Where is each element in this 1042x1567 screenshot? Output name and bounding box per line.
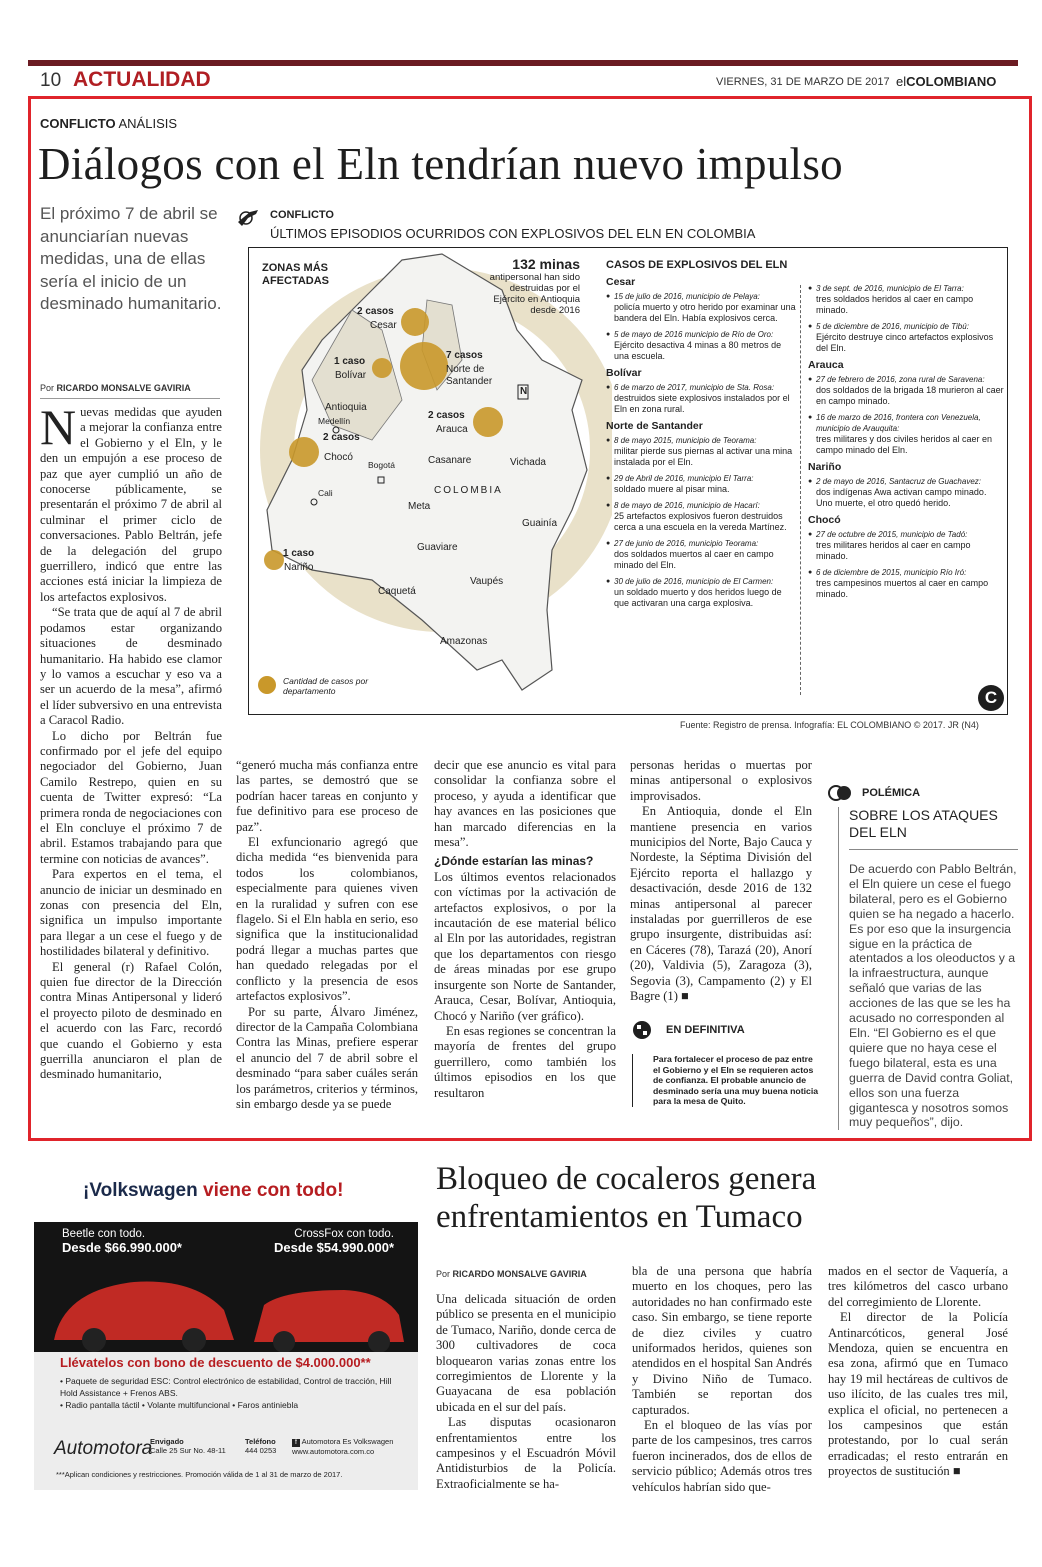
ad-bono: Llévatelos con bono de descuento de $4.000.000**	[60, 1355, 371, 1370]
case-date: ● 27 de octubre de 2015, municipio de Tadó:	[816, 530, 968, 539]
stat-number: 132 minas	[512, 256, 580, 272]
byline-prefix: Por	[40, 383, 55, 393]
ad-cars-image	[44, 1270, 414, 1354]
label-arauca-cases: 2 casos	[428, 410, 465, 421]
case-item	[606, 500, 796, 533]
label-cesar: Cesar	[370, 320, 397, 331]
legend-text: Cantidad de casos por departamento	[283, 676, 369, 696]
col1-paragraph-3: Lo dicho por Beltrán fue confirmado por el jefe del equipo negociador del Gobierno, Juan Camilo Restrepo, quien en su cuenta de Twitter expresó: “La primera ronda de negociaciones con el Eln concluye el próximo 7 de abril. Estamos trabajando para que termine con noticias de avances”.	[40, 728, 222, 866]
polemica-kicker: POLÉMICA	[862, 787, 921, 799]
masthead-bar	[28, 60, 1018, 66]
ad-phone-number: 444 0253	[245, 1446, 277, 1455]
zonas-afectadas: ZONAS MÁS AFECTADAS	[262, 262, 330, 287]
cases-right-list	[808, 283, 1004, 600]
label-guaviare: Guaviare	[417, 542, 458, 553]
article-deck: El próximo 7 de abril se anunciarían nuevas medidas, una de ellas sería el inicio de un desminado humanitario.	[40, 204, 222, 313]
a2-col1-p2: Las disputas ocasionaron enfrentamientos entre los campesinos y el Escuadrón Móvil Antidisturbios de la Policía. Extraoficialmente se ha-	[436, 1415, 616, 1491]
paper-name: COLOMBIANO	[906, 74, 997, 89]
case-date: ● 16 de marzo de 2016, frontera con Venezuela, municipio de Arauquita:	[816, 413, 981, 433]
colombiano-logo-icon: C	[978, 685, 1004, 711]
case-region-heading: Nariño	[808, 461, 842, 473]
col3-paragraph-2: Los últimos eventos relacionados con víctimas por la activación de artefactos explosivos, o por la incautación de ese material bélico al Eln por las autoridades, registran que los departamentos con riesgo de áreas minadas por ese grupo insurgente son Norte de Santander, Arauca, Cesar, Bolívar, Antioquia, Chocó y Nariño (ver gráfico).	[434, 869, 616, 1023]
ad-phone	[245, 1437, 276, 1455]
ad-car1-label	[62, 1228, 182, 1256]
article-column-1	[40, 399, 222, 1083]
col2-paragraph-1: “generó mucha más confianza entre las partes, se demostró que se podrían hacer tareas en conjunto y fue definitivo para ese proceso de paz”.	[236, 758, 418, 834]
case-region-heading: Arauca	[808, 359, 844, 371]
case-item	[606, 473, 796, 495]
case-date: ● 6 de diciembre de 2015, municipio Río Iró:	[816, 568, 967, 577]
label-caqueta: Caquetá	[378, 586, 416, 597]
byline2-name: RICARDO MONSALVE GAVIRIA	[452, 1269, 587, 1279]
case-region-heading: Cesar	[606, 276, 636, 288]
ad-title	[83, 1180, 343, 1202]
case-item	[606, 382, 796, 415]
case-text: dos indígenas Awa activan campo minado. Uno muerte, el otro quedó herido.	[816, 487, 987, 508]
a2-col3-p2: El director de la Policía Antinarcóticos, general José Mendoza, quien se encuentra en esa zona, afirmó que en Tumaco hay 19 mil hectáreas de cultivos de uso ilícito, de las cuales tres mil, explica el oficial, no pertenecen a los campesinos que están protestando, por lo cual serán erradicadas; el resto entrarán en proyectos de sustitución ■	[828, 1310, 1008, 1479]
beetle-car	[54, 1282, 234, 1340]
infographic-source: Fuente: Registro de prensa. Infografía: EL COLOMBIANO © 2017. JR (N4)	[680, 720, 979, 730]
stat-text: antipersonal han sido destruidas por el Ejército en Antioquia desde 2016	[489, 272, 580, 316]
cases-left-column	[606, 260, 796, 614]
case-item	[606, 538, 796, 571]
a2-col2-p2: En el bloqueo de las vías por parte de los campesinos, tres carros fueron incinerados, dos de ellos de servicio público; Además otros tres vehículos habrían sido que-	[632, 1418, 812, 1494]
col1-paragraph-2: “Se trata que de aquí al 7 de abril podamos estar organizando situaciones de desminado humanitario. Ha habido ese clamor y lo vamos a escuchar y eso va a ser un acuerdo de la mesa”, afirmó el líder subversivo en una entrevista a Caracol Radio.	[40, 605, 222, 728]
bubble-choco	[289, 437, 319, 467]
case-text: un soldado muerto y dos heridos luego de que activaran una carga explosiva.	[614, 587, 782, 608]
dateline: VIERNES, 31 DE MARZO DE 2017	[716, 76, 890, 88]
case-item	[808, 529, 1004, 562]
kicker-rest: ANÁLISIS	[118, 116, 178, 131]
case-item	[808, 283, 1004, 316]
label-narino-cases: 1 caso	[283, 548, 315, 559]
cases-heading: CASOS DE EXPLOSIVOS DEL ELN	[606, 259, 788, 271]
case-date: ● 8 de mayo de 2016, municipio de Hacarí:	[614, 501, 760, 510]
case-date: ● 29 de Abril de 2016, municipio El Tarra:	[614, 474, 754, 483]
polemica-body	[838, 807, 1018, 1130]
label-arauca: Arauca	[436, 424, 468, 435]
stat-block	[484, 256, 580, 316]
label-bolivar: Bolívar	[335, 370, 367, 381]
colombia-map	[252, 250, 612, 712]
kicker-bold: CONFLICTO	[40, 116, 116, 131]
ad-title-a: ¡Volkswagen	[83, 1180, 204, 1201]
case-text: tres militares y dos civiles heridos al caer en campo minado del Eln.	[816, 434, 993, 455]
case-date: ● 2 de mayo de 2016, Santacruz de Guachavez:	[816, 477, 981, 486]
ad-fb: Automotora Es Volkswagen	[301, 1437, 394, 1446]
case-text: dos soldados de la brigada 18 murieron al caer en campo minado.	[816, 385, 1004, 406]
col1-paragraph-4: Para expertos en el tema, el anuncio de iniciar un desminado en zonas con presencia del Eln, significa un impulso importante para llegar a un cese el fuego y de hostilidades bilateral y definitivo.	[40, 867, 222, 959]
case-text: dos soldados muertos al caer en campo minado del Eln.	[614, 549, 774, 570]
col2-paragraph-2: El exfuncionario agregó que dicha medida “es bienvenida para todos los colombianos, especialmente para quienes viven en la ruralidad y sufren con ese flagelo. Si el Eln habla en serio, eso significa que la institucionalidad podrá llegar a muchas partes que han quedado relegadas por el conflicto y la presencia de esos artefactos explosivos”.	[236, 835, 418, 1004]
case-item	[606, 291, 796, 324]
label-norte: Norte de Santander	[446, 364, 493, 387]
ad-web[interactable]: www.automotora.com.co	[292, 1447, 375, 1456]
article2-column-3	[828, 1264, 1008, 1480]
case-text: Ejército desactiva 4 minas a 80 metros de una escuela.	[614, 340, 782, 361]
case-item	[808, 567, 1004, 600]
a2-col3-p1: mados en el sector de Vaquería, a tres kilómetros del casco urbano del corregimiento de Llorente.	[828, 1264, 1008, 1309]
label-cali: Cali	[318, 488, 333, 498]
col1-p1-text: uevas medidas que ayuden a mejorar la confianza entre el Gobierno y el Eln, y le den un empujón a ese proceso de paz que ayer cumplió un año de conocerse públicamente, se presentarán el próximo 7 de abril al culminar el primer ciclo de conversaciones. Pablo Beltrán, jefe de la delegación del grupo guerrillero, indicó que entre las acciones está iniciar la limpieza de los artefactos explosivos.	[40, 405, 222, 604]
checker-icon	[632, 1020, 652, 1040]
case-date: ● 6 de marzo de 2017, municipio de Sta. Rosa:	[614, 383, 775, 392]
case-text: tres militares heridos al caer en campo minado.	[816, 540, 971, 561]
bubble-bolivar	[372, 358, 392, 378]
legend-swatch	[258, 676, 276, 694]
case-text: policía muerto y otro herido por examinar una bandera del Eln. Había explosivos cerca.	[614, 302, 796, 323]
article2-byline	[436, 1269, 587, 1279]
infographic-kicker: CONFLICTO	[270, 209, 334, 221]
case-text: militar pierde sus piernas al activar una mina instalada por el Eln.	[614, 446, 793, 467]
label-cesar-cases: 2 casos	[357, 306, 394, 317]
label-north: N	[520, 386, 528, 397]
case-date: ● 30 de julio de 2016, municipio de El Carmen:	[614, 577, 774, 586]
article-column-4	[630, 758, 812, 1005]
article-headline: Diálogos con el Eln tendrían nuevo impulso	[38, 139, 843, 189]
cases-right-column	[808, 283, 1004, 605]
section-name: ACTUALIDAD	[73, 68, 211, 91]
article-byline	[40, 383, 191, 393]
ad-brand: Automotora	[54, 1438, 153, 1459]
label-bolivar-cases: 1 caso	[334, 356, 366, 367]
case-item	[606, 329, 796, 362]
case-text: tres soldados heridos al caer en campo minado.	[816, 294, 974, 315]
ad-title-b: viene con todo!	[203, 1180, 344, 1201]
facebook-icon: f	[292, 1439, 300, 1447]
case-text: tres campesinos muertos al caer en campo minado.	[816, 578, 989, 599]
car1-line2: Desde $66.990.000*	[62, 1240, 182, 1255]
paper-prefix: el	[896, 74, 907, 89]
page-number: 10	[40, 70, 62, 91]
car2-line2: Desde $54.990.000*	[274, 1240, 394, 1255]
byline-name: RICARDO MONSALVE GAVIRIA	[56, 383, 191, 393]
article-kicker	[40, 116, 177, 131]
case-item	[808, 321, 1004, 354]
byline2-prefix: Por	[436, 1269, 451, 1279]
case-date: ● 15 de julio de 2016, municipio de Pelaya:	[614, 292, 760, 301]
case-item	[606, 435, 796, 468]
label-guainia: Guainía	[522, 518, 558, 529]
bubble-arauca	[473, 407, 503, 437]
ad-social	[292, 1437, 393, 1456]
en-definitiva-kicker: EN DEFINITIVA	[666, 1024, 745, 1036]
label-medellin: Medellín	[318, 416, 351, 426]
case-text: soldado muere al pisar mina.	[614, 484, 730, 494]
bubble-narino	[264, 550, 284, 570]
case-text: 25 artefactos explosivos fueron destruidos cerca a una escuela en la vereda Martínez.	[614, 511, 787, 532]
case-date: ● 5 de diciembre de 2016, municipio de Tibú:	[816, 322, 969, 331]
col2-paragraph-3: Por su parte, Álvaro Jiménez, director de la Campaña Colombiana Contra las Minas, prefiere esperar el anuncio del 7 de abril sobre el desminado “para saber cuáles serán los parámetros, criterios y términos, sin embargo desde ya se puede	[236, 1004, 418, 1111]
case-date: ● 27 de junio de 2016, municipio Teorama:	[614, 539, 759, 548]
label-norte-cases: 7 casos	[446, 350, 483, 361]
col4-paragraph-2: En Antioquia, donde el Eln mantiene presencia en varios municipios del Norte, Bajo Cauca y Nordeste, la Séptima División del Ejército reporta el hallazgo y desactivación, desde 2016 de 132 minas antipersonal al parecer instaladas por guerrilleros de ese grupo insurgente, distribuidas así: en Cáceres (78), Tarazá (20), Anorí (20), Valdivia (5), Zaragoza (3), Segovia (3), Campamento (2) y El Bagre (1) ■	[630, 804, 812, 1004]
case-region-heading: Norte de Santander	[606, 420, 703, 432]
article-column-3	[434, 758, 616, 1101]
label-narino: Nariño	[284, 562, 314, 573]
ad-features	[60, 1375, 410, 1411]
ad-envigado: Envigado	[150, 1437, 184, 1446]
ad-telefono: Teléfono	[245, 1437, 276, 1446]
case-date: ● 5 de mayo de 2016 municipio de Río de Oro:	[614, 330, 774, 339]
col3-paragraph-3: En esas regiones se concentran la mayoría de frentes del grupo guerrillero, como también los últimos episodios en los que resultaron	[434, 1023, 616, 1100]
infographic-title: ÚLTIMOS EPISODIOS OCURRIDOS CON EXPLOSIVOS DEL ELN EN COLOMBIA	[270, 226, 756, 241]
polemica-header	[828, 785, 1018, 801]
label-antioquia: Antioquia	[325, 402, 367, 413]
article2-column-2	[632, 1264, 812, 1495]
bubble-norte	[400, 342, 448, 390]
case-region-heading: Chocó	[808, 514, 841, 526]
cases-left-list	[606, 277, 796, 609]
a2-col2-p1: bla de una persona que habría muerto en los choques, pero las autoridades no han confirmado este caso. Sin embargo, se tiene reporte de diez civiles y cuatro uniformados heridos, quienes son atendidos en el hospital San Andrés y Divino Niño de Tumaco. También se reportan dos capturados.	[632, 1264, 812, 1417]
case-date: ● 8 de mayo 2015, municipio de Teorama:	[614, 436, 757, 445]
case-text: Ejército destruye cinco artefactos explosivos del Eln.	[816, 332, 994, 353]
car2-line1: CrossFox con todo.	[294, 1228, 394, 1240]
label-vichada: Vichada	[510, 457, 546, 468]
case-item	[808, 476, 1004, 509]
ad-car2-label	[270, 1228, 394, 1256]
article2-headline: Bloqueo de cocaleros genera enfrentamientos en Tumaco	[436, 1161, 817, 1235]
ad-conditions: ***Aplican condiciones y restricciones. Promoción válida de 1 al 31 de marzo de 2017.	[56, 1470, 343, 1479]
bubble-cesar	[401, 308, 429, 336]
cases-divider	[800, 285, 801, 695]
case-region-heading: Bolívar	[606, 367, 642, 379]
dropcap: N	[40, 399, 77, 455]
col1-paragraph-5: El general (r) Rafael Colón, quien fue director de la Dirección contra Minas Antipersonal y lideró el proyecto piloto de desminado en el acuerdo con las Farc, recordó que cuando el Gobierno y esta guerrilla anunciaron el plan de desminado humanitario,	[40, 959, 222, 1082]
polemica-text: De acuerdo con Pablo Beltrán, el Eln quiere un cese el fuego bilateral, pero es el Gobierno quien se ha negado a hacerlo. Es por eso que la insurgencia sigue en la práctica de atentados a los oleoductos y a la infraestructura, aunque señaló que varias de las acciones de las que se les ha acusado no corresponden al Eln. “El Gobierno es el que quiere que no haya cese el fuego bilateral, esta es una guerra de David contra Goliat, ellos son una fuerza gigantesca y nosotros somos muy pequeños”, dijo.	[849, 862, 1017, 1130]
label-bogota: Bogotá	[368, 460, 395, 470]
label-choco: Chocó	[324, 452, 353, 463]
label-casanare: Casanare	[428, 455, 472, 466]
article-column-2	[236, 758, 418, 1112]
ad-feature-1: • Paquete de seguridad ESC: Control electrónico de estabilidad, Control de tracción, Hill Hold Assistance + Frenos ABS.	[60, 1376, 392, 1398]
article2-column-1	[436, 1292, 616, 1492]
label-meta: Meta	[408, 501, 431, 512]
col1-paragraph-1	[40, 399, 222, 605]
col3-subhead: ¿Dónde estarían las minas?	[434, 854, 594, 869]
case-text: destruidos siete explosivos instalados por el Eln en zona rural.	[614, 393, 790, 414]
case-item	[808, 374, 1004, 407]
en-definitiva-header	[632, 1020, 820, 1040]
ad-address-line: Calle 25 Sur No. 48-11	[150, 1446, 226, 1455]
ad-address	[150, 1437, 226, 1455]
col3-paragraph-1: decir que ese anuncio es vital para consolidar la confianza sobre el proceso, y ayuda a identificar que hay avances en las posiciones que han marcado diferencias en la mesa”.	[434, 758, 616, 850]
case-item	[808, 412, 1004, 456]
case-date: ● 27 de febrero de 2016, zona rural de Saravena:	[816, 375, 985, 384]
a2-col1-p1: Una delicada situación de orden público se presenta en el municipio de Tumaco, Nariño, donde cerca de 300 cultivadores de coca bloquearon varias zonas entre los corregimientos de Llorente y la Guayacana de esa población ubicada en el sur del país.	[436, 1292, 616, 1414]
col4-paragraph-1: personas heridas o muertas por minas antipersonal o explosivos improvisados.	[630, 758, 812, 803]
polemica-rule	[849, 849, 1018, 850]
newspaper-name	[896, 74, 996, 89]
rifle-icon	[236, 206, 260, 228]
en-definitiva-text: Para fortalecer el proceso de paz entre el Gobierno y el Eln se requieren actos de confianza. El probable anuncio de desminado sería una muy buena noticia para la mesa de Quito.	[632, 1054, 820, 1107]
en-definitiva-box	[632, 1020, 820, 1107]
label-colombia: COLOMBIA	[434, 485, 503, 496]
label-vaupes: Vaupés	[470, 576, 504, 587]
case-date: ● 3 de sept. de 2016, municipio de El Tarra:	[816, 284, 964, 293]
label-choco-cases: 2 casos	[323, 432, 360, 443]
label-amazonas: Amazonas	[440, 636, 488, 647]
polemica-box	[838, 785, 1018, 1130]
case-item	[606, 576, 796, 609]
ad-feature-2: • Radio pantalla táctil • Volante multifuncional • Faros antiniebla	[60, 1400, 299, 1410]
speech-bubbles-icon	[828, 785, 852, 801]
car1-line1: Beetle con todo.	[62, 1228, 146, 1240]
polemica-title: SOBRE LOS ATAQUES DEL ELN	[849, 807, 998, 840]
